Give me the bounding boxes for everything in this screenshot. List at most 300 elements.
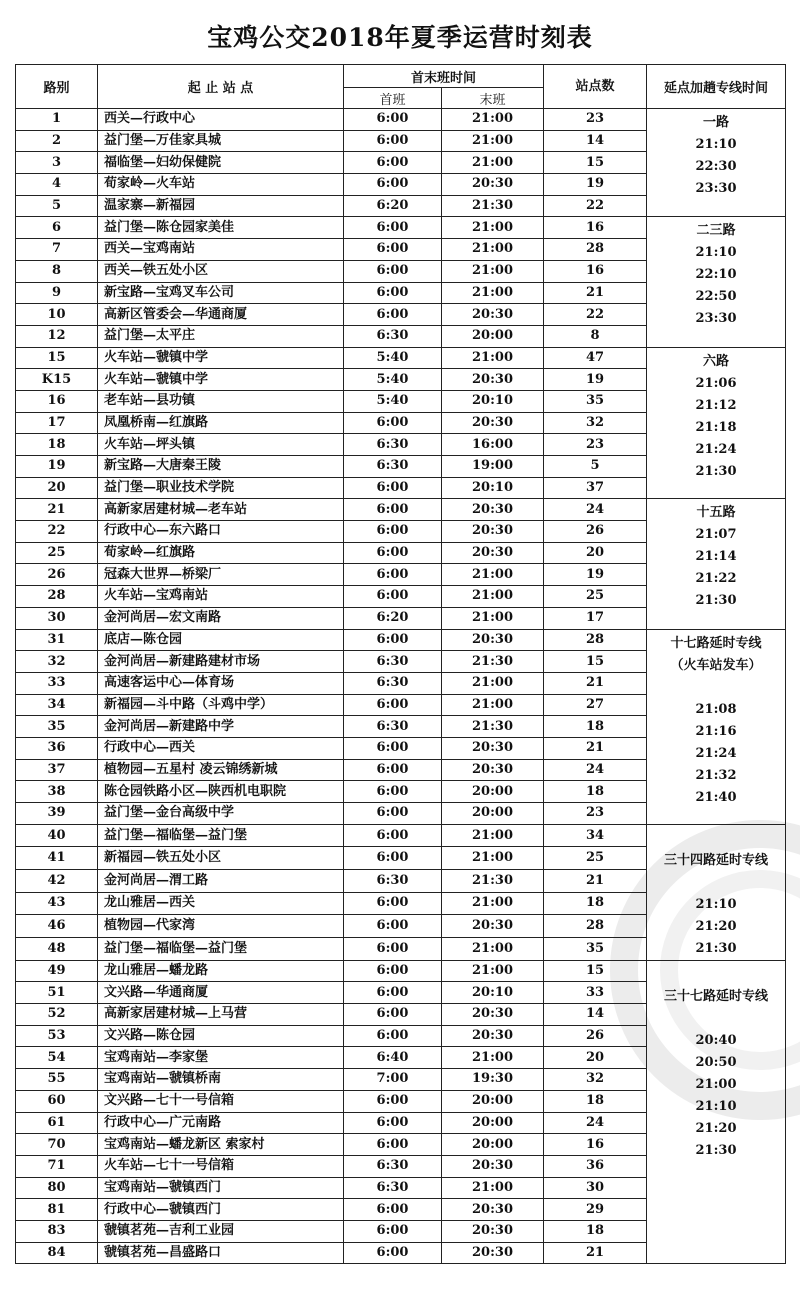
- route-cell: 40: [16, 824, 98, 847]
- stops-cell: 14: [544, 130, 647, 152]
- first-bus-cell: 6:00: [344, 1090, 442, 1112]
- last-bus-cell: 21:00: [442, 130, 544, 152]
- stops-cell: 23: [544, 109, 647, 131]
- station-cell: 益门堡—陈仓园家美佳: [98, 217, 344, 239]
- extra-service-line: 21:18: [695, 419, 737, 435]
- route-cell: 80: [16, 1177, 98, 1199]
- extra-service-cell: [647, 217, 786, 347]
- station-cell: 益门堡—太平庄: [98, 325, 344, 347]
- last-bus-cell: 19:00: [442, 456, 544, 478]
- extra-service-line: 21:30: [695, 1142, 737, 1158]
- extra-service-line: 21:24: [695, 745, 737, 761]
- route-cell: 26: [16, 564, 98, 586]
- last-bus-cell: 21:00: [442, 694, 544, 716]
- extra-service-line: （火车站发车）: [670, 657, 762, 673]
- last-bus-cell: 20:30: [442, 521, 544, 543]
- last-bus-cell: 21:00: [442, 347, 544, 369]
- first-bus-cell: 6:00: [344, 960, 442, 982]
- extra-service-line: 21:06: [695, 375, 737, 391]
- last-bus-cell: 21:30: [442, 195, 544, 217]
- stops-cell: 20: [544, 542, 647, 564]
- route-cell: 43: [16, 892, 98, 915]
- last-bus-cell: 20:00: [442, 1090, 544, 1112]
- extra-service-cell: [647, 347, 786, 499]
- table-row: [16, 824, 786, 847]
- first-bus-cell: 6:30: [344, 870, 442, 893]
- stops-cell: 24: [544, 499, 647, 521]
- stops-cell: 21: [544, 282, 647, 304]
- stops-cell: 16: [544, 1134, 647, 1156]
- extra-service-cell: [647, 109, 786, 217]
- stops-cell: 19: [544, 369, 647, 391]
- station-cell: 龙山雅居—西关: [98, 892, 344, 915]
- route-cell: 7: [16, 239, 98, 261]
- last-bus-cell: 20:30: [442, 369, 544, 391]
- stops-cell: 24: [544, 759, 647, 781]
- route-cell: 10: [16, 304, 98, 326]
- table-row: [16, 109, 786, 131]
- route-cell: 84: [16, 1242, 98, 1264]
- route-cell: 36: [16, 737, 98, 759]
- route-cell: 60: [16, 1090, 98, 1112]
- station-cell: 西关—行政中心: [98, 109, 344, 131]
- route-cell: 5: [16, 195, 98, 217]
- extra-service-line: 21:24: [695, 441, 737, 457]
- first-bus-cell: 6:00: [344, 1112, 442, 1134]
- stops-cell: 32: [544, 412, 647, 434]
- first-bus-cell: 6:30: [344, 434, 442, 456]
- station-cell: 陈仓园铁路小区—陕西机电职院: [98, 781, 344, 803]
- route-cell: 41: [16, 847, 98, 870]
- route-cell: 46: [16, 915, 98, 938]
- stops-cell: 35: [544, 937, 647, 960]
- first-bus-cell: 6:30: [344, 672, 442, 694]
- stops-cell: 8: [544, 325, 647, 347]
- last-bus-cell: 20:30: [442, 304, 544, 326]
- table-row: [16, 960, 786, 982]
- extra-service-line: [647, 1008, 785, 1030]
- station-cell: 火车站—虢镇中学: [98, 369, 344, 391]
- stops-cell: 18: [544, 781, 647, 803]
- first-bus-cell: 6:00: [344, 781, 442, 803]
- extra-service-cell: [647, 824, 786, 960]
- last-bus-cell: 21:00: [442, 217, 544, 239]
- station-cell: 高新家居建材城—老车站: [98, 499, 344, 521]
- stops-cell: 28: [544, 239, 647, 261]
- last-bus-cell: 20:30: [442, 1025, 544, 1047]
- first-bus-cell: 6:30: [344, 325, 442, 347]
- stops-cell: 37: [544, 477, 647, 499]
- last-bus-cell: 21:00: [442, 937, 544, 960]
- first-bus-cell: 5:40: [344, 347, 442, 369]
- station-cell: 虢镇茗苑—吉利工业园: [98, 1220, 344, 1242]
- last-bus-cell: 20:00: [442, 1134, 544, 1156]
- stops-cell: 19: [544, 174, 647, 196]
- station-cell: 龙山雅居—蟠龙路: [98, 960, 344, 982]
- station-cell: 宝鸡南站—李家堡: [98, 1047, 344, 1069]
- station-cell: 文兴路—陈仓园: [98, 1025, 344, 1047]
- header-route: 路别: [16, 65, 98, 109]
- stops-cell: 26: [544, 1025, 647, 1047]
- last-bus-cell: 20:30: [442, 1242, 544, 1264]
- route-cell: 19: [16, 456, 98, 478]
- extra-service-line: [647, 677, 785, 699]
- first-bus-cell: 6:00: [344, 803, 442, 825]
- first-bus-cell: 7:00: [344, 1069, 442, 1091]
- station-cell: 火车站—宝鸡南站: [98, 586, 344, 608]
- station-cell: 底店—陈仓园: [98, 629, 344, 651]
- last-bus-cell: 20:30: [442, 915, 544, 938]
- table-row: [16, 499, 786, 521]
- first-bus-cell: 6:00: [344, 1134, 442, 1156]
- last-bus-cell: 21:00: [442, 607, 544, 629]
- station-cell: 行政中心—广元南路: [98, 1112, 344, 1134]
- extra-service-line: 二三路: [696, 223, 736, 239]
- route-cell: 30: [16, 607, 98, 629]
- first-bus-cell: 6:00: [344, 1242, 442, 1264]
- station-cell: 新宝路—宝鸡叉车公司: [98, 282, 344, 304]
- extra-service-line: 六路: [703, 353, 730, 369]
- extra-service-line: 21:20: [695, 1120, 737, 1136]
- station-cell: 荀家岭—火车站: [98, 174, 344, 196]
- first-bus-cell: 6:00: [344, 847, 442, 870]
- last-bus-cell: 20:30: [442, 629, 544, 651]
- route-cell: 28: [16, 586, 98, 608]
- extra-service-line: 21:07: [695, 527, 737, 543]
- stops-cell: 26: [544, 521, 647, 543]
- first-bus-cell: 6:00: [344, 629, 442, 651]
- last-bus-cell: 21:30: [442, 716, 544, 738]
- stops-cell: 15: [544, 960, 647, 982]
- last-bus-cell: 21:00: [442, 586, 544, 608]
- station-cell: 金河尚居—宏文南路: [98, 607, 344, 629]
- route-cell: 32: [16, 651, 98, 673]
- stops-cell: 30: [544, 1177, 647, 1199]
- extra-service-line: 22:10: [695, 267, 737, 283]
- route-cell: 17: [16, 412, 98, 434]
- last-bus-cell: 20:00: [442, 803, 544, 825]
- extra-service-cell: [647, 960, 786, 1264]
- stops-cell: 34: [544, 824, 647, 847]
- route-cell: 33: [16, 672, 98, 694]
- last-bus-cell: 20:10: [442, 982, 544, 1004]
- last-bus-cell: 20:00: [442, 781, 544, 803]
- first-bus-cell: 6:00: [344, 1199, 442, 1221]
- station-cell: 金河尚居—渭工路: [98, 870, 344, 893]
- station-cell: 新福园—铁五处小区: [98, 847, 344, 870]
- station-cell: 益门堡—金台高级中学: [98, 803, 344, 825]
- stops-cell: 20: [544, 1047, 647, 1069]
- stops-cell: 23: [544, 434, 647, 456]
- header-times: 首末班时间: [344, 65, 544, 88]
- extra-service-cell: [647, 499, 786, 629]
- header-last: 末班: [442, 88, 544, 109]
- extra-service-line: 20:40: [695, 1032, 737, 1048]
- first-bus-cell: 6:00: [344, 152, 442, 174]
- stops-cell: 22: [544, 304, 647, 326]
- first-bus-cell: 6:00: [344, 1025, 442, 1047]
- first-bus-cell: 6:00: [344, 174, 442, 196]
- stops-cell: 23: [544, 803, 647, 825]
- route-cell: 52: [16, 1004, 98, 1026]
- route-cell: 37: [16, 759, 98, 781]
- last-bus-cell: 20:00: [442, 1112, 544, 1134]
- station-cell: 行政中心—西关: [98, 737, 344, 759]
- extra-service-line: 三十四路延时专线: [664, 852, 769, 868]
- stops-cell: 21: [544, 1242, 647, 1264]
- first-bus-cell: 6:00: [344, 759, 442, 781]
- stops-cell: 21: [544, 870, 647, 893]
- route-cell: 42: [16, 870, 98, 893]
- stops-cell: 15: [544, 152, 647, 174]
- first-bus-cell: 6:00: [344, 982, 442, 1004]
- stops-cell: 14: [544, 1004, 647, 1026]
- stops-cell: 25: [544, 847, 647, 870]
- route-cell: 15: [16, 347, 98, 369]
- station-cell: 温家寨—新福园: [98, 195, 344, 217]
- stops-cell: 24: [544, 1112, 647, 1134]
- stops-cell: 47: [544, 347, 647, 369]
- last-bus-cell: 21:00: [442, 109, 544, 131]
- last-bus-cell: 21:00: [442, 564, 544, 586]
- first-bus-cell: 6:00: [344, 130, 442, 152]
- header-stations: 起 止 站 点: [98, 65, 344, 109]
- last-bus-cell: 21:00: [442, 152, 544, 174]
- route-cell: 18: [16, 434, 98, 456]
- table-row: [16, 347, 786, 369]
- station-cell: 金河尚居—新建路中学: [98, 716, 344, 738]
- station-cell: 宝鸡南站—虢镇西门: [98, 1177, 344, 1199]
- stops-cell: 28: [544, 915, 647, 938]
- station-cell: 荀家岭—红旗路: [98, 542, 344, 564]
- extra-service-line: 21:10: [695, 137, 737, 152]
- station-cell: 冠森大世界—桥梁厂: [98, 564, 344, 586]
- first-bus-cell: 6:00: [344, 915, 442, 938]
- stops-cell: 21: [544, 737, 647, 759]
- route-cell: K15: [16, 369, 98, 391]
- route-cell: 1: [16, 109, 98, 131]
- station-cell: 高新家居建材城—上马营: [98, 1004, 344, 1026]
- route-cell: 9: [16, 282, 98, 304]
- extra-service-line: 21:10: [695, 1098, 737, 1114]
- last-bus-cell: 21:00: [442, 239, 544, 261]
- last-bus-cell: 20:10: [442, 477, 544, 499]
- stops-cell: 29: [544, 1199, 647, 1221]
- route-cell: 55: [16, 1069, 98, 1091]
- route-cell: 38: [16, 781, 98, 803]
- extra-service-cell: [647, 629, 786, 824]
- first-bus-cell: 6:00: [344, 239, 442, 261]
- last-bus-cell: 20:30: [442, 759, 544, 781]
- first-bus-cell: 6:20: [344, 195, 442, 217]
- extra-service-line: 21:22: [695, 571, 737, 587]
- first-bus-cell: 6:00: [344, 1220, 442, 1242]
- last-bus-cell: 20:30: [442, 174, 544, 196]
- stops-cell: 18: [544, 892, 647, 915]
- stops-cell: 18: [544, 1090, 647, 1112]
- last-bus-cell: 20:10: [442, 390, 544, 412]
- route-cell: 6: [16, 217, 98, 239]
- page-title: 宝鸡公交2018年夏季运营时刻表: [207, 23, 593, 52]
- first-bus-cell: 5:40: [344, 390, 442, 412]
- route-cell: 48: [16, 937, 98, 960]
- extra-service-line: 21:30: [695, 940, 737, 956]
- first-bus-cell: 6:00: [344, 737, 442, 759]
- route-cell: 31: [16, 629, 98, 651]
- extra-service-line: 23:30: [695, 311, 737, 327]
- station-cell: 文兴路—七十一号信箱: [98, 1090, 344, 1112]
- route-cell: 61: [16, 1112, 98, 1134]
- station-cell: 植物园—五星村 凌云锦绣新城: [98, 759, 344, 781]
- extra-service-line: 21:10: [695, 896, 737, 912]
- header-first: 首班: [344, 88, 442, 109]
- table-row: [16, 217, 786, 239]
- station-cell: 行政中心—东六路口: [98, 521, 344, 543]
- station-cell: 益门堡—福临堡—益门堡: [98, 824, 344, 847]
- station-cell: 高速客运中心—体育场: [98, 672, 344, 694]
- extra-service-line: [647, 964, 785, 986]
- stops-cell: 15: [544, 651, 647, 673]
- stops-cell: 35: [544, 390, 647, 412]
- last-bus-cell: 20:00: [442, 325, 544, 347]
- extra-service-line: 21:30: [695, 593, 737, 609]
- first-bus-cell: 6:00: [344, 109, 442, 131]
- last-bus-cell: 20:30: [442, 1220, 544, 1242]
- station-cell: 西关—宝鸡南站: [98, 239, 344, 261]
- route-cell: 25: [16, 542, 98, 564]
- first-bus-cell: 6:30: [344, 456, 442, 478]
- last-bus-cell: 21:00: [442, 824, 544, 847]
- first-bus-cell: 6:00: [344, 521, 442, 543]
- first-bus-cell: 5:40: [344, 369, 442, 391]
- extra-service-line: 21:20: [695, 918, 737, 934]
- extra-service-line: 22:50: [695, 289, 737, 305]
- first-bus-cell: 6:30: [344, 716, 442, 738]
- first-bus-cell: 6:00: [344, 937, 442, 960]
- timetable-body: [16, 109, 786, 1264]
- stops-cell: 16: [544, 260, 647, 282]
- route-cell: 70: [16, 1134, 98, 1156]
- extra-service-line: 三十七路延时专线: [664, 988, 769, 1004]
- route-cell: 21: [16, 499, 98, 521]
- first-bus-cell: 6:20: [344, 607, 442, 629]
- first-bus-cell: 6:00: [344, 499, 442, 521]
- first-bus-cell: 6:30: [344, 1155, 442, 1177]
- last-bus-cell: 16:00: [442, 434, 544, 456]
- station-cell: 凤凰桥南—红旗路: [98, 412, 344, 434]
- station-cell: 火车站—坪头镇: [98, 434, 344, 456]
- first-bus-cell: 6:00: [344, 260, 442, 282]
- station-cell: 福临堡—妇幼保健院: [98, 152, 344, 174]
- route-cell: 12: [16, 325, 98, 347]
- last-bus-cell: 20:30: [442, 412, 544, 434]
- station-cell: 行政中心—虢镇西门: [98, 1199, 344, 1221]
- stops-cell: 28: [544, 629, 647, 651]
- stops-cell: 22: [544, 195, 647, 217]
- route-cell: 4: [16, 174, 98, 196]
- station-cell: 益门堡—职业技术学院: [98, 477, 344, 499]
- stops-cell: 18: [544, 1220, 647, 1242]
- stops-cell: 18: [544, 716, 647, 738]
- route-cell: 51: [16, 982, 98, 1004]
- station-cell: 西关—铁五处小区: [98, 260, 344, 282]
- first-bus-cell: 6:00: [344, 477, 442, 499]
- first-bus-cell: 6:00: [344, 304, 442, 326]
- extra-service-line: 23:30: [695, 181, 737, 196]
- header-extra: 延点加趟专线时间: [647, 65, 786, 109]
- first-bus-cell: 6:00: [344, 892, 442, 915]
- route-cell: 3: [16, 152, 98, 174]
- station-cell: 高新区管委会—华通商厦: [98, 304, 344, 326]
- last-bus-cell: 20:30: [442, 1199, 544, 1221]
- stops-cell: 33: [544, 982, 647, 1004]
- last-bus-cell: 21:00: [442, 960, 544, 982]
- last-bus-cell: 19:30: [442, 1069, 544, 1091]
- first-bus-cell: 6:40: [344, 1047, 442, 1069]
- extra-service-line: [647, 828, 785, 850]
- route-cell: 8: [16, 260, 98, 282]
- route-cell: 34: [16, 694, 98, 716]
- timetable: [15, 64, 786, 1264]
- route-cell: 54: [16, 1047, 98, 1069]
- extra-service-line: [647, 872, 785, 894]
- last-bus-cell: 21:00: [442, 260, 544, 282]
- route-cell: 53: [16, 1025, 98, 1047]
- station-cell: 火车站—七十一号信箱: [98, 1155, 344, 1177]
- last-bus-cell: 21:30: [442, 651, 544, 673]
- first-bus-cell: 6:00: [344, 586, 442, 608]
- route-cell: 35: [16, 716, 98, 738]
- stops-cell: 19: [544, 564, 647, 586]
- extra-service-line: 21:00: [695, 1076, 737, 1092]
- last-bus-cell: 20:30: [442, 1155, 544, 1177]
- extra-service-line: 21:10: [695, 245, 737, 261]
- station-cell: 新宝路—大唐秦王陵: [98, 456, 344, 478]
- station-cell: 益门堡—福临堡—益门堡: [98, 937, 344, 960]
- stops-cell: 16: [544, 217, 647, 239]
- station-cell: 老车站—县功镇: [98, 390, 344, 412]
- first-bus-cell: 6:00: [344, 1004, 442, 1026]
- last-bus-cell: 21:00: [442, 282, 544, 304]
- extra-service-line: 一路: [703, 115, 730, 130]
- route-cell: 39: [16, 803, 98, 825]
- first-bus-cell: 6:00: [344, 217, 442, 239]
- extra-service-line: 21:14: [695, 549, 737, 565]
- last-bus-cell: 21:00: [442, 1047, 544, 1069]
- station-cell: 宝鸡南站—虢镇桥南: [98, 1069, 344, 1091]
- station-cell: 火车站—虢镇中学: [98, 347, 344, 369]
- extra-service-line: 十五路: [696, 505, 736, 521]
- first-bus-cell: 6:30: [344, 651, 442, 673]
- station-cell: 新福园—斗中路（斗鸡中学）: [98, 694, 344, 716]
- last-bus-cell: 20:30: [442, 542, 544, 564]
- first-bus-cell: 6:00: [344, 412, 442, 434]
- stops-cell: 21: [544, 672, 647, 694]
- station-cell: 虢镇茗苑—昌盛路口: [98, 1242, 344, 1264]
- extra-service-line: 20:50: [695, 1054, 737, 1070]
- route-cell: 2: [16, 130, 98, 152]
- extra-service-line: 21:08: [695, 701, 737, 717]
- extra-service-line: 十七路延时专线: [670, 635, 762, 651]
- first-bus-cell: 6:00: [344, 824, 442, 847]
- first-bus-cell: 6:00: [344, 542, 442, 564]
- extra-service-line: 21:12: [695, 397, 737, 413]
- station-cell: 金河尚居—新建路建材市场: [98, 651, 344, 673]
- route-cell: 16: [16, 390, 98, 412]
- station-cell: 文兴路—华通商厦: [98, 982, 344, 1004]
- first-bus-cell: 6:00: [344, 282, 442, 304]
- stops-cell: 27: [544, 694, 647, 716]
